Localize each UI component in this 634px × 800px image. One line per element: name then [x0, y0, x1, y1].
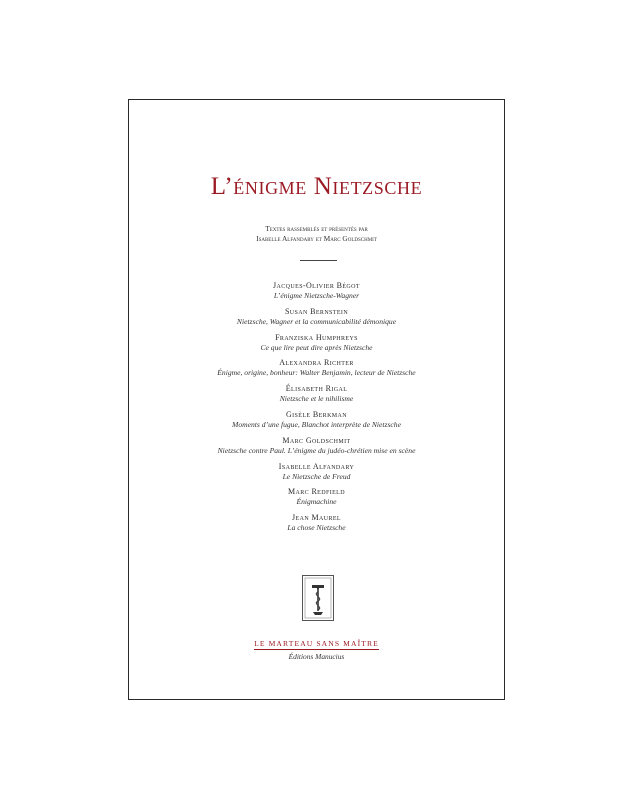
contribution-title: Ce que lire peut dire après Nietzsche	[260, 342, 373, 352]
publisher-block	[129, 633, 504, 661]
contribution-title: Moments d’une fugue, Blanchot interprète de Nietzsche	[232, 419, 401, 429]
contribution-title: L’énigme Nietzsche-Wagner	[273, 291, 360, 300]
contribution-entry	[129, 333, 504, 353]
book-cover	[128, 99, 505, 700]
editors-line-2: Isabelle Alfandary et Marc Goldschmit	[256, 233, 377, 243]
contribution-author: Jacques-Olivier Bégot	[273, 281, 360, 290]
contribution-author: Susan Bernstein	[284, 306, 349, 316]
book-title: L’énigme Nietzsche	[210, 173, 423, 200]
contribution-author: Alexandra Richter	[279, 358, 354, 368]
contribution-entry	[129, 487, 504, 507]
contributions-list	[129, 281, 504, 539]
contribution-entry	[129, 384, 504, 404]
contribution-title: Le Nietzsche de Freud	[282, 471, 351, 481]
contribution-author: Gisèle Berkman	[285, 409, 348, 419]
contribution-title: Énigmachine	[296, 497, 337, 507]
contribution-entry	[129, 358, 504, 378]
contribution-entry	[129, 513, 504, 533]
contribution-entry	[129, 436, 504, 456]
contribution-title: Nietzsche contre Paul. L’énigme du judéo-chrétien mise en scène	[217, 445, 416, 455]
contribution-author: Marc Redfield	[288, 487, 345, 497]
editors-credit	[129, 224, 504, 243]
contribution-entry	[129, 307, 504, 327]
publisher-series: LE MARTEAU SANS MAÎTRE	[254, 639, 379, 648]
hammer-emblem-icon	[303, 576, 333, 620]
contribution-author: Élisabeth Rigal	[285, 384, 348, 394]
contribution-title: Énigme, origine, bonheur: Walter Benjamin, lecteur de Nietzsche	[217, 368, 416, 378]
contribution-author: Franziska Humphreys	[275, 332, 358, 342]
contribution-author: Marc Goldschmit	[282, 435, 351, 445]
contribution-entry	[129, 281, 504, 301]
divider-rule	[300, 260, 337, 261]
contribution-title: Nietzsche et le nihilisme	[279, 394, 354, 404]
contribution-entry	[129, 462, 504, 482]
contribution-author: Jean Maurel	[292, 513, 341, 523]
editors-line-1: Textes rassemblés et présentés par	[265, 224, 368, 233]
publisher-name: Éditions Manucius	[288, 652, 345, 661]
hammer-emblem-icon	[302, 575, 334, 621]
contribution-entry	[129, 410, 504, 430]
contribution-title: La chose Nietzsche	[287, 523, 346, 533]
contribution-author: Isabelle Alfandary	[278, 461, 355, 471]
contribution-title: Nietzsche, Wagner et la communicabilité démonique	[236, 316, 397, 326]
